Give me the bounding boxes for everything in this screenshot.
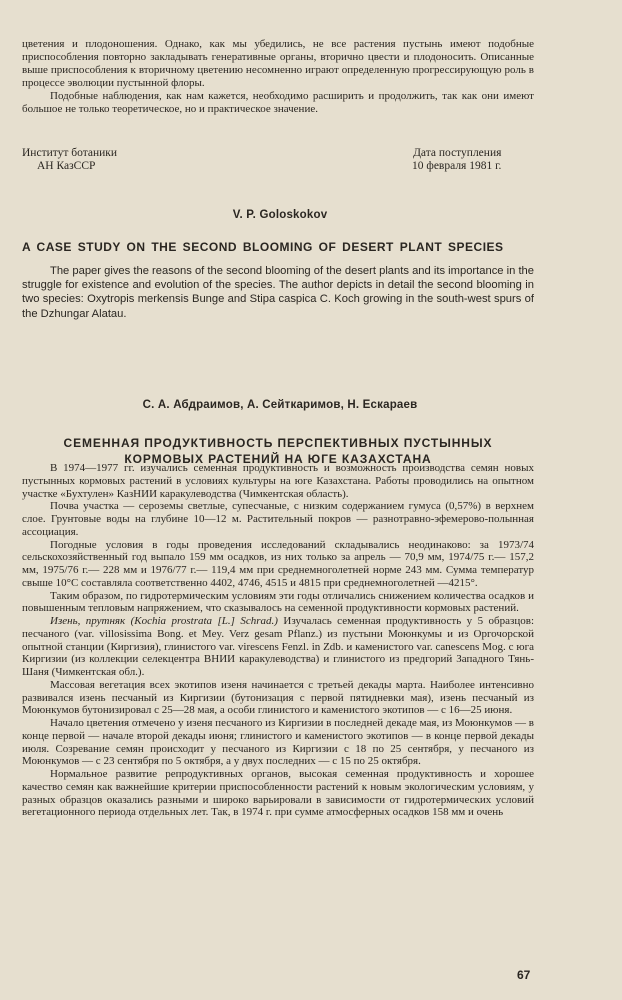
english-abstract: The paper gives the reasons of the second blooming of the desert plants and its importance in the struggle for existence and evolution of the species. The author depicts in detail the second blooming in two species: Oxytropis merkensis Bunge and Stipa caspica C. Koch growing in the south-west spurs of the Dzhungar Alatau. xyxy=(22,265,534,320)
received-line-1: Дата поступления xyxy=(413,147,502,159)
english-abstract-section xyxy=(22,264,534,321)
article-body xyxy=(22,462,534,819)
institute-line-1: Институт ботаники xyxy=(22,147,118,159)
body-paragraph-5-text: Изучалась семенная продуктивность у 5 образцов: песчаного (var. villosissima Bong. et Mey. Verz gesam Pflanz.) из пустыни Моюнкумы и из Оргочорской опытной станции (Киргизия), глинистого var. virescens Fenzl. in Zdb. и каменистого var. canescens Mog. с юга Киргизии (из коллекции селекцентра ВНИИ каракулеводства) и глинистого из предгорий Западного Тянь-Шаня (Чимкентская обл.). xyxy=(22,615,534,678)
body-paragraph-8: Нормальное развитие репродуктивных органов, высокая семенная продуктивность и хорошее качество семян как важнейшие критерии приспособленности растений к новым экологическим условиям, у разных образцов оказались разными и широко варьировали в зависимости от гидротермических условий вегетационного периода отдельных лет. Так, в 1974 г. при сумме атмосферных осадков 158 мм и очень xyxy=(22,768,534,819)
species-name-italic: Изень, прутняк (Kochia prostrata [L.] Schrad.) xyxy=(50,615,278,627)
intro-paragraph-2: Подобные наблюдения, как нам кажется, необходимо расширить и продолжить, так как они имеют большое не только теоретическое, но и практическое значение. xyxy=(22,89,534,115)
body-paragraph-4: Таким образом, по гидротермическим условиям эти годы отличались снижением количества осадков и повышенным тепловым напряжением, что сказывалось на семенной продуктивности кормовых растений. xyxy=(22,589,534,615)
intro-paragraph-1: цветения и плодоношения. Однако, как мы убедились, не все растения пустынь имеют подобные приспособления повторно закладывать генеративные органы, вторично цвести и плодоносить. Описанные выше приспособления к вторичному цветению несомненно играют определенную прогрессирующую роль в процессе эволюции пустынной флоры. xyxy=(22,38,534,89)
received-line-2: 10 февраля 1981 г. xyxy=(412,160,502,172)
received-date xyxy=(412,147,501,173)
russian-title-line-2: КОРМОВЫХ РАСТЕНИЙ НА ЮГЕ КАЗАХСТАНА xyxy=(124,452,432,466)
body-paragraph-5 xyxy=(22,615,534,679)
page-number: 67 xyxy=(517,968,531,982)
body-paragraph-2: Почва участка — сероземы светлые, супесчаные, с низким содержанием гумуса (0,57%) в верхнем слое. Грунтовые воды на глубине 10—12 м. Растительный покров — разнотравно-эфемерово-полынная ассоциация. xyxy=(22,500,534,538)
institute-affiliation xyxy=(22,147,117,173)
body-paragraph-7: Начало цветения отмечено у изеня песчаного из Киргизии в последней декаде мая, из Моюнкумов — в конце первой — начале второй декады июня; глинистого и каменистого экотипов — в конце первой декады июля. Созревание семян происходит у песчаного из Киргизии с 18 по 25 сентября, у песчаного из Моюнкумов — с 23 сентября по 5 октября, а у двух последних — с 15 по 25 октября. xyxy=(22,717,534,768)
institute-line-2: АН КазССР xyxy=(37,160,96,172)
intro-section xyxy=(22,38,534,115)
body-paragraph-6: Массовая вегетация всех экотипов изеня начинается с третьей декады марта. Наиболее интенсивно развивался изень песчаный из Киргизии (бутонизация с первой пятидневки мая), изень песчаный из Моюнкумов бутонизировал с 25—28 мая, а особи глинистого и каменистого экотипов — с 16—25 июня. xyxy=(22,678,534,717)
body-paragraph-1: В 1974—1977 гг. изучались семенная продуктивность и возможность производства семян новых пустынных кормовых растений в условиях культуры на юге Казахстана. Работы проводились на опытном участке «Бухтулен» КазНИИ каракулеводства (Чимкентская область). xyxy=(22,462,534,500)
body-paragraph-3: Погодные условия в годы проведения исследований складывались неодинаково: за 1973/74 сельскохозяйственный год выпало 159 мм осадков, из них только за апрель — 70,9 мм, 1974/75 г.— 157,2 мм, 1975/76 г.— 228 мм и 1976/77 г.— 119,4 мм при среднемноголетней норме 243 мм. Сумма температур свыше 10°С составляла соответственно 4402, 4746, 4515 и 4815 при среднемноголетней —4215°. xyxy=(22,538,534,589)
english-author: V. P. Goloskokov xyxy=(232,209,328,221)
english-title: A CASE STUDY ON THE SECOND BLOOMING OF DESERT PLANT SPECIES xyxy=(22,240,504,254)
russian-title-line-1: СЕМЕННАЯ ПРОДУКТИВНОСТЬ ПЕРСПЕКТИВНЫХ ПУСТЫННЫХ xyxy=(63,436,493,450)
russian-authors: С. А. Абдраимов, А. Сейткаримов, Н. Ескараев xyxy=(142,399,418,411)
